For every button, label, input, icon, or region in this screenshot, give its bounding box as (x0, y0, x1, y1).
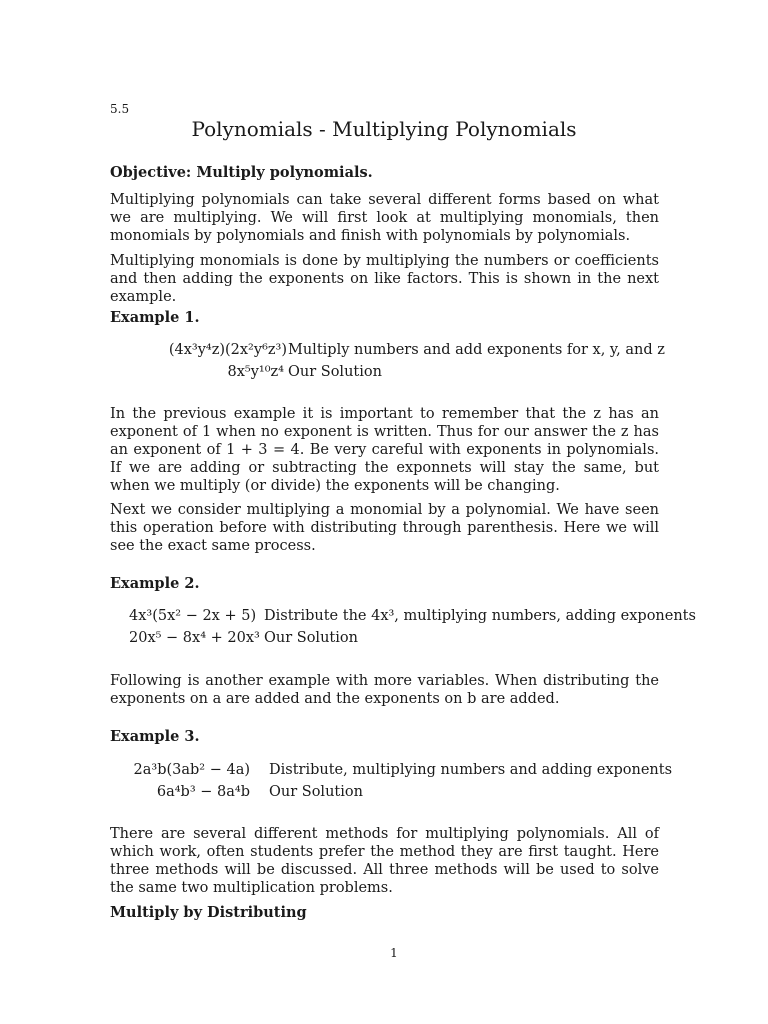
paragraph-exponent-note: In the previous example it is important to remember that the z has an exponent of 1 when no exponent is written. Thus for our answer the z has an exponent of 1 + 3 = 4. Be very careful with exponents in polynomials. If we are adding or subtracting the exponnets will stay the same, but when we multiply (or divide) the exponents will be changing. (110, 406, 659, 494)
example-1-solution: 8x⁵y¹⁰z⁴ (227, 364, 284, 380)
paragraph-monomials: Multiplying monomials is done by multiplying the numbers or coefficients and then adding the exponents on like factors. This is shown in the next example. (110, 253, 659, 305)
objective-heading: Objective: Multiply polynomials. (110, 164, 373, 181)
example-2-heading: Example 2. (110, 575, 200, 592)
example-1-problem: (4x³y⁴z)(2x²y⁶z³) (168, 342, 287, 358)
example-3-solution-note: Our Solution (269, 784, 363, 800)
page-number: 1 (390, 946, 398, 960)
subheading-distributing: Multiply by Distributing (110, 904, 307, 921)
paragraph-intro: Multiplying polynomials can take several different forms based on what we are multiplying. We will first look at multiplying monomials, then monomials by polynomials and finish with polynomials by polynomials. (110, 192, 659, 244)
example-3-solution: 6a⁴b³ − 8a⁴b (156, 784, 250, 800)
example-2-problem-note: Distribute the 4x³, multiplying numbers, adding exponents (264, 608, 696, 624)
example-2-problem: 4x³(5x² − 2x + 5) (129, 608, 257, 624)
paragraph-methods: There are several different methods for multiplying polynomials. All of which work, often students prefer the method they are first taught. Here three methods will be discussed. All three methods will be used to solve the same two multiplication problems. (110, 826, 659, 896)
paragraph-more-variables: Following is another example with more variables. When distributing the exponents on a are added and the exponents on b are added. (110, 673, 659, 707)
example-1-problem-note: Multiply numbers and add exponents for x, y, and z (288, 342, 665, 358)
example-1-heading: Example 1. (110, 309, 200, 326)
example-1-solution-note: Our Solution (288, 364, 382, 380)
paragraph-distribute: Next we consider multiplying a monomial by a polynomial. We have seen this operation before with distributing through parenthesis. Here we will see the exact same process. (110, 502, 659, 554)
page-title: Polynomials - Multiplying Polynomials (191, 117, 577, 141)
section-number: 5.5 (110, 102, 130, 116)
example-3-heading: Example 3. (110, 728, 200, 745)
example-2-solution: 20x⁵ − 8x⁴ + 20x³ (129, 630, 260, 646)
example-3-problem: 2a³b(3ab² − 4a) (133, 762, 250, 778)
example-2-solution-note: Our Solution (264, 630, 358, 646)
example-3-problem-note: Distribute, multiplying numbers and adding exponents (269, 762, 673, 778)
